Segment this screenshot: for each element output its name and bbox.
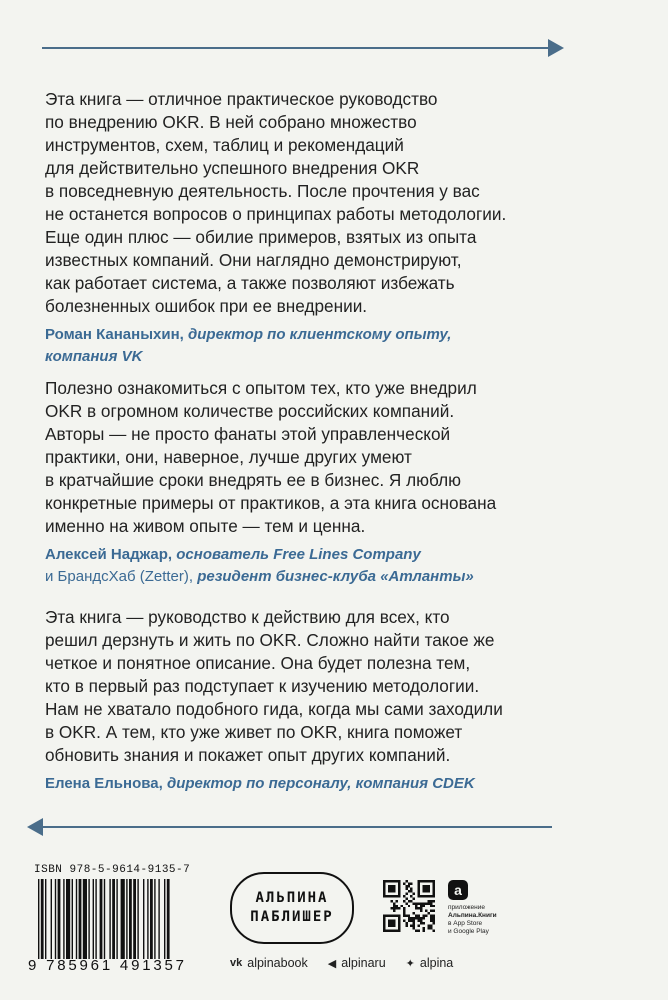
quote-line: не останется вопросов о принципах работы методологии. [45,204,507,224]
review-quote-1 [45,88,585,368]
quote-line: Авторы — не просто фанаты этой управленческой [45,424,451,444]
app-promo-line: Альпина.Книги [448,912,497,919]
publisher-logo [230,872,354,944]
app-promo-text [448,904,508,936]
quote-line: в повседневную деятельность. После прочтения у вас [45,181,480,201]
author-role: основатель Free Lines Company [176,546,421,563]
barcode-icon [38,879,214,959]
app-promo-line: и Google Play [448,928,489,935]
app-logo-icon [448,880,468,900]
quote-text [45,606,585,767]
app-promo-line: в App Store [448,920,483,927]
author-role-2: резидент бизнес-клуба «Атланты» [197,568,474,585]
social-handle: alpinaru [341,956,386,970]
quote-line: по внедрению OKR. В ней собрано множество [45,112,417,132]
quote-line: для действительно успешного внедрения OKR [45,158,420,178]
publisher-logo-line1: АЛЬПИНА [255,890,329,906]
quote-line: Еще один плюс — обилие примеров, взятых из опыта [45,227,477,247]
quote-line: в кратчайшие сроки внедрять ее в бизнес. Я люблю [45,470,462,490]
quote-line: известных компаний. Они наглядно демонстрируют, [45,250,462,270]
top-divider-arrow-line [42,47,554,49]
author-name: Алексей Наджар, [45,546,173,563]
quote-line: четкое и понятное описание. Она будет полезна тем, [45,653,471,673]
quote-line: именно на живом опыте — тем и ценна. [45,516,366,536]
isbn-label: ISBN 978-5-9614-9135-7 [34,864,191,876]
social-dzen[interactable] [406,956,454,970]
quote-line: конкретные примеры от практиков, а эта книга основана [45,493,497,513]
social-vk[interactable] [230,956,308,970]
quote-line: OKR в огромном количестве российских компаний. [45,401,455,421]
vk-icon: vk [230,957,243,969]
telegram-icon: ◀ [327,957,337,970]
app-promo-line: приложение [448,904,485,911]
quote-line: в OKR. А тем, кто уже живет по OKR, книга поможет [45,722,463,742]
qr-code-icon [383,880,435,932]
quote-attribution [45,544,585,588]
author-role: директор по клиентскому опыту, [187,326,452,343]
quote-line: Нам не хватало подобного гида, когда мы сами заходили [45,699,503,719]
quote-attribution [45,773,585,795]
quote-line: Эта книга — руководство к действию для всех, кто [45,607,450,627]
social-handle: alpina [419,956,454,970]
quote-line: Эта книга — отличное практическое руководство [45,89,438,109]
quote-line: инструментов, схем, таблиц и рекомендаций [45,135,404,155]
quote-line: Полезно ознакомиться с опытом тех, кто уже внедрил [45,378,477,398]
review-quote-3 [45,606,585,795]
quote-line: как работает система, а также позволяют избежать [45,273,455,293]
isbn-barcode-block [28,864,218,974]
quote-line: обновить знания и покажет опыт других компаний. [45,745,451,765]
dzen-icon: ✦ [405,957,415,970]
author-company: компания VK [45,348,143,365]
arrow-right-icon [548,39,564,57]
social-telegram[interactable] [328,956,386,970]
quote-line: кто в первый раз подступает к изучению методологии. [45,676,480,696]
quote-line: болезненных ошибок при ее внедрении. [45,296,368,316]
review-quote-2 [45,377,585,588]
quote-line: решил дерзнуть и жить по OKR. Сложно найти такое же [45,630,495,650]
author-role: директор по персоналу, компания CDEK [166,775,475,792]
quote-text [45,88,585,318]
author-name: Елена Ельнова, [45,775,163,792]
quote-line: практики, они, наверное, лучше других умеют [45,447,412,467]
bottom-divider-arrow-line [40,826,552,828]
quote-text [45,377,585,538]
social-handle: alpinabook [247,956,308,970]
arrow-left-icon [27,818,43,836]
author-name: Роман Кананыхин, [45,326,184,343]
quote-attribution [45,324,585,368]
barcode-digits: 9 785961 491357 [28,957,187,974]
app-logo-letter: a [454,882,462,898]
author-affiliation: и БрандсХаб (Zetter), [45,568,194,585]
publisher-logo-line2: ПАБЛИШЕР [250,909,334,925]
social-links [230,956,453,970]
